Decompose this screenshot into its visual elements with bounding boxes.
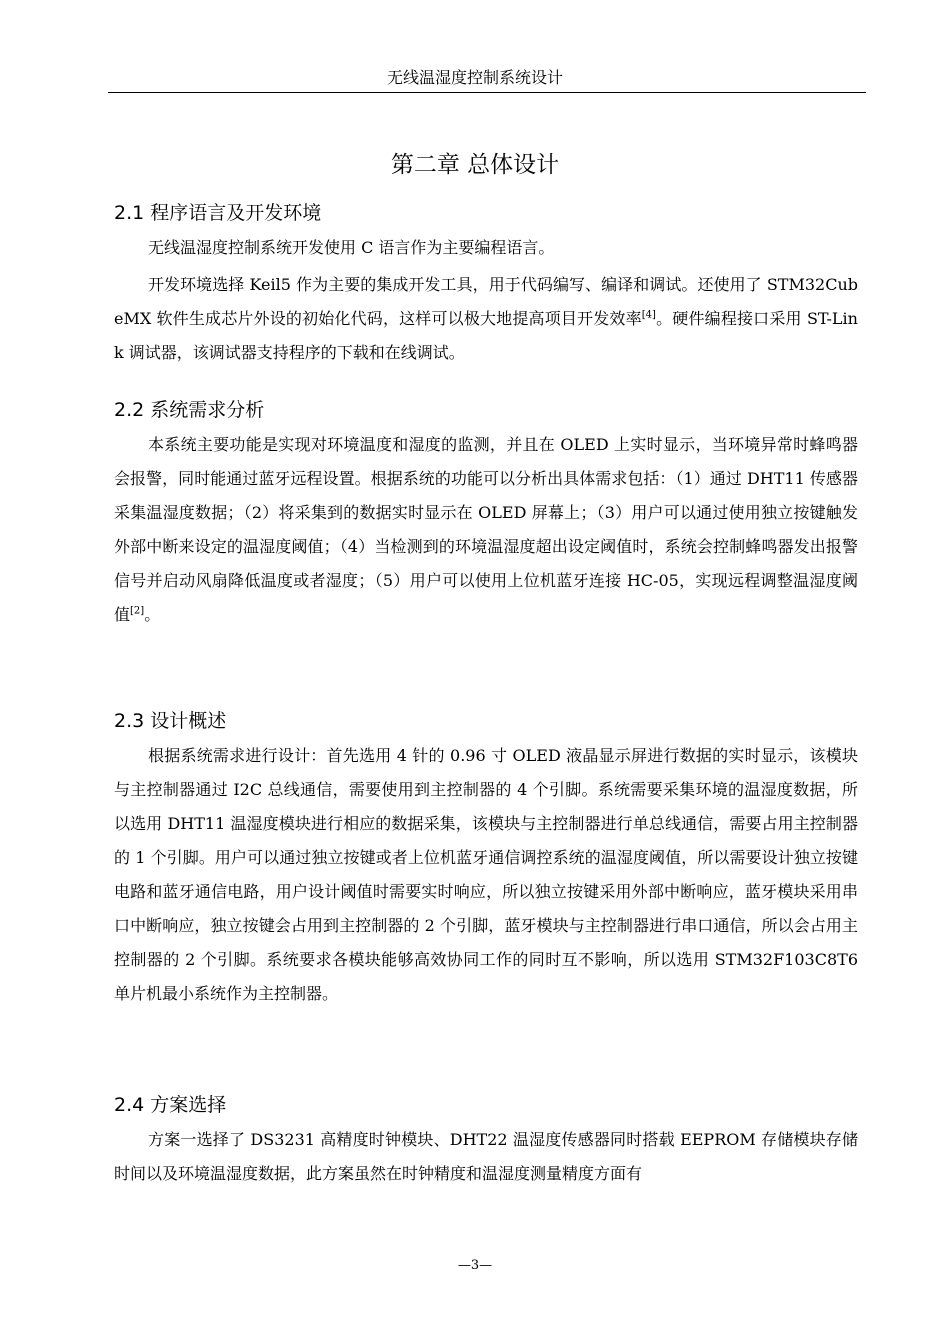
paragraph-2-2-1-text: 本系统主要功能是实现对环境温度和湿度的监测，并且在 OLED 上实时显示，当环境异常时蜂鸣器会报警，同时能通过蓝牙远程设置。根据系统的功能可以分析出具体需求包括：（1）通过 DHT11 传感器采集温湿度数据；（2）将采集到的数据实时显示在 OLED 屏幕上；（3）用户可以通过使用独立按键触发外部中断来设定的温湿度阈值；（4）当检测到的环境温湿度超出设定阈值时，系统会控制蜂鸣器发出报警信号并启动风扇降低温度或者湿度；（5）用户可以使用上位机蓝牙连接 HC-05，实现远程调整温湿度阈值 xyxy=(114,435,858,624)
paragraph-2-1-1: 无线温湿度控制系统开发使用 C 语言作为主要编程语言。 xyxy=(148,238,555,257)
page-number: —3— xyxy=(457,1258,493,1273)
paragraph-2-2-1-tail: 。 xyxy=(144,605,161,624)
paragraph-2-3-1: 根据系统需求进行设计：首先选用 4 针的 0.96 寸 OLED 液晶显示屏进行数据的实时显示，该模块与主控制器通过 I2C 总线通信，需要使用到主控制器的 4 个引脚。系统需要采集环境的温湿度数据，所以选用 DHT11 温湿度模块进行相应的数据采集，该模块与主控制器进行单总线通信，需要占用主控制器的 1 个引脚。用户可以通过独立按键或者上位机蓝牙通信调控系统的温湿度阈值，所以需要设计独立按键电路和蓝牙通信电路，用户设计阈值时需要实时响应，所以独立按键采用外部中断响应，蓝牙模块采用串口中断响应，独立按键会占用到主控制器的 2 个引脚，蓝牙模块与主控制器进行串口通信，所以会占用主控制器的 2 个引脚。系统要求各模块能够高效协同工作的同时互不影响，所以选用 STM32F103C8T6 单片机最小系统作为主控制器。 xyxy=(114,746,858,1003)
paragraph-2-1-2-tail: 。硬件编程接口采用 ST-Link 调试器，该调试器支持程序的下载和在线调试。 xyxy=(114,309,858,362)
chapter-title: 第二章 总体设计 xyxy=(390,152,560,178)
citation-4: [4] xyxy=(641,309,656,321)
paragraph-2-1-2-text: 开发环境选择 Keil5 作为主要的集成开发工具，用于代码编写、编译和调试。还使用了 STM32CubeMX 软件生成芯片外设的初始化代码，这样可以极大地提高项目开发效率 xyxy=(114,275,858,328)
section-heading-2-4: 2.4 方案选择 xyxy=(114,1094,227,1116)
running-header: 无线温湿度控制系统设计 xyxy=(386,68,563,87)
section-heading-2-1: 2.1 程序语言及开发环境 xyxy=(114,202,322,224)
citation-2: [2] xyxy=(130,605,145,617)
section-heading-2-2: 2.2 系统需求分析 xyxy=(114,399,265,421)
section-heading-2-3: 2.3 设计概述 xyxy=(114,710,227,732)
header-rule xyxy=(108,92,866,93)
paragraph-2-4-1: 方案一选择了 DS3231 高精度时钟模块、DHT22 温湿度传感器同时搭载 EEPROM 存储模块存储时间以及环境温湿度数据，此方案虽然在时钟精度和温湿度测量精度方面有 xyxy=(114,1130,858,1183)
paragraph-2-1-2 xyxy=(114,268,858,370)
paragraph-2-2-1 xyxy=(114,428,858,632)
